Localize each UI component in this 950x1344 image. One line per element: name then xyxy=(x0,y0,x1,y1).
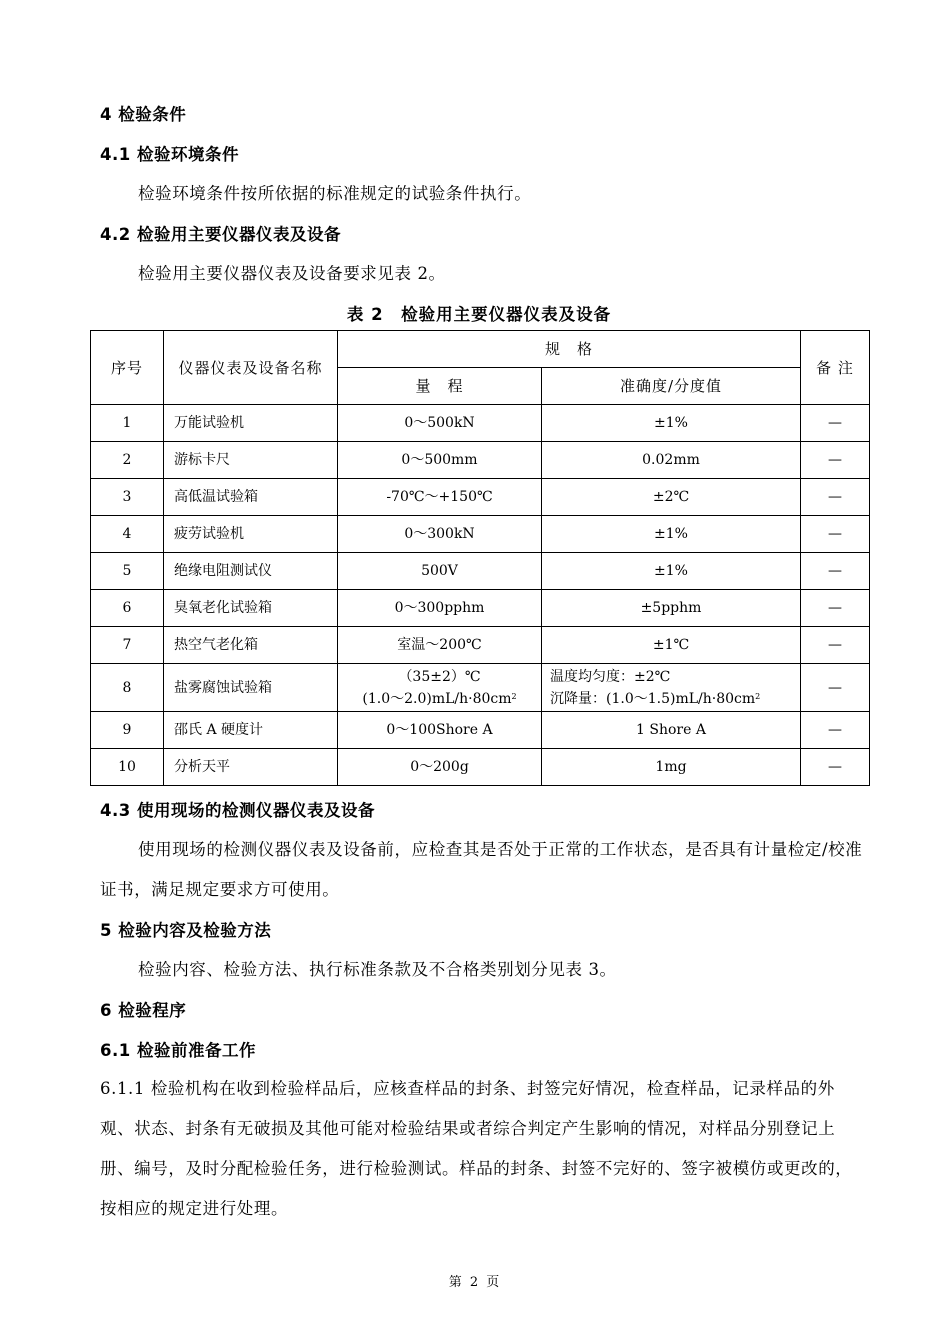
cell-range-line-1: （35±2）℃ xyxy=(398,668,481,685)
cell-no: 9 xyxy=(91,712,164,749)
cell-remark: — xyxy=(801,590,870,627)
section-6-1-1-text: 6.1.1 检验机构在收到检验样品后，应核查样品的封条、封签完好情况，检查样品，记录样品的外观、状态、封条有无破损及其他可能对检验结果或者综合判定产生影响的情况，对样品分别登记上册、编号，及时分配检验任务，进行检验测试。样品的封条、封签不完好的、签字被模仿或更改的，按相应的规定进行处理。 xyxy=(100,1079,853,1218)
table-row xyxy=(91,553,870,590)
cell-range: 0～300kN xyxy=(338,516,542,553)
cell-accuracy: ±1℃ xyxy=(542,627,801,664)
cell-name: 邵氏 A 硬度计 xyxy=(164,712,338,749)
cell-accuracy: ±5pphm xyxy=(542,590,801,627)
cell-no: 5 xyxy=(91,553,164,590)
section-4-2-heading: 4.2 检验用主要仪器仪表及设备 xyxy=(100,225,341,244)
cell-accuracy-line-2 xyxy=(550,688,794,710)
header-no: 序号 xyxy=(91,331,164,405)
table-row xyxy=(91,712,870,749)
cell-no: 6 xyxy=(91,590,164,627)
section-4-2-text: 检验用主要仪器仪表及设备要求见表 2。 xyxy=(138,264,446,283)
section-5-text: 检验内容、检验方法、执行标准条款及不合格类别划分见表 3。 xyxy=(138,960,617,979)
cell-no: 3 xyxy=(91,479,164,516)
cell-range: 0～200g xyxy=(338,749,542,786)
table-row xyxy=(91,405,870,442)
cell-range: 0～100Shore A xyxy=(338,712,542,749)
cell-name: 高低温试验箱 xyxy=(164,479,338,516)
cell-accuracy: ±1% xyxy=(542,516,801,553)
cell-range xyxy=(338,664,542,712)
cell-no: 4 xyxy=(91,516,164,553)
cell-remark: — xyxy=(801,712,870,749)
table-caption: 表 2 检验用主要仪器仪表及设备 xyxy=(346,305,612,324)
cell-accuracy: 0.02mm xyxy=(542,442,801,479)
cell-name: 盐雾腐蚀试验箱 xyxy=(164,664,338,712)
header-remark: 备 注 xyxy=(801,331,870,405)
section-6-1-heading: 6.1 检验前准备工作 xyxy=(100,1041,256,1060)
cell-remark: — xyxy=(801,627,870,664)
cell-accuracy-line-2-text: 沉降量：(1.0～1.5)mL/h·80cm xyxy=(550,690,756,707)
cell-range-line-2-text: (1.0～2.0)mL/h·80cm xyxy=(362,690,512,707)
cell-accuracy xyxy=(542,664,801,712)
header-name: 仪器仪表及设备名称 xyxy=(164,331,338,405)
section-4-1-text: 检验环境条件按所依据的标准规定的试验条件执行。 xyxy=(138,184,532,203)
cell-remark: — xyxy=(801,442,870,479)
cell-no: 10 xyxy=(91,749,164,786)
section-5-heading: 5 检验内容及检验方法 xyxy=(100,921,272,940)
table-header-row xyxy=(91,331,870,368)
cell-name: 分析天平 xyxy=(164,749,338,786)
cell-range: 0～500mm xyxy=(338,442,542,479)
table-row xyxy=(91,590,870,627)
cell-accuracy-line-1: 温度均匀度：±2℃ xyxy=(550,668,671,685)
cell-name: 绝缘电阻测试仪 xyxy=(164,553,338,590)
table-row xyxy=(91,479,870,516)
cell-name: 热空气老化箱 xyxy=(164,627,338,664)
cell-accuracy: 1 Shore A xyxy=(542,712,801,749)
table-row xyxy=(91,749,870,786)
page-number: 第 2 页 xyxy=(448,1275,502,1290)
cell-accuracy: 1mg xyxy=(542,749,801,786)
cell-no: 7 xyxy=(91,627,164,664)
table-row xyxy=(91,442,870,479)
cell-remark: — xyxy=(801,479,870,516)
cell-accuracy: ±1% xyxy=(542,405,801,442)
cell-range: -70℃～+150℃ xyxy=(338,479,542,516)
header-spec: 规 格 xyxy=(338,331,801,368)
cell-accuracy: ±2℃ xyxy=(542,479,801,516)
cell-remark: — xyxy=(801,553,870,590)
cell-accuracy-superscript: 2 xyxy=(755,691,761,701)
cell-range: 室温～200℃ xyxy=(338,627,542,664)
section-4-1-heading: 4.1 检验环境条件 xyxy=(100,145,239,164)
cell-range-line-2 xyxy=(344,688,535,710)
header-range: 量 程 xyxy=(338,368,542,405)
cell-range: 500V xyxy=(338,553,542,590)
instrument-table xyxy=(90,330,870,786)
cell-name: 万能试验机 xyxy=(164,405,338,442)
section-4-heading: 4 检验条件 xyxy=(100,105,187,124)
cell-range: 0～300pphm xyxy=(338,590,542,627)
cell-accuracy: ±1% xyxy=(542,553,801,590)
cell-remark: — xyxy=(801,749,870,786)
cell-remark: — xyxy=(801,516,870,553)
cell-no: 1 xyxy=(91,405,164,442)
section-4-3-text: 使用现场的检测仪器仪表及设备前，应检查其是否处于正常的工作状态，是否具有计量检定/校准证书，满足规定要求方可使用。 xyxy=(100,840,863,899)
cell-name: 游标卡尺 xyxy=(164,442,338,479)
header-accuracy: 准确度/分度值 xyxy=(542,368,801,405)
cell-name: 疲劳试验机 xyxy=(164,516,338,553)
table-row xyxy=(91,516,870,553)
table-row xyxy=(91,627,870,664)
cell-remark: — xyxy=(801,664,870,712)
section-4-3-heading: 4.3 使用现场的检测仪器仪表及设备 xyxy=(100,801,375,820)
section-6-heading: 6 检验程序 xyxy=(100,1001,187,1020)
cell-range-superscript: 2 xyxy=(511,691,517,701)
cell-range: 0～500kN xyxy=(338,405,542,442)
cell-no: 8 xyxy=(91,664,164,712)
cell-name: 臭氧老化试验箱 xyxy=(164,590,338,627)
cell-remark: — xyxy=(801,405,870,442)
table-row xyxy=(91,664,870,712)
cell-no: 2 xyxy=(91,442,164,479)
